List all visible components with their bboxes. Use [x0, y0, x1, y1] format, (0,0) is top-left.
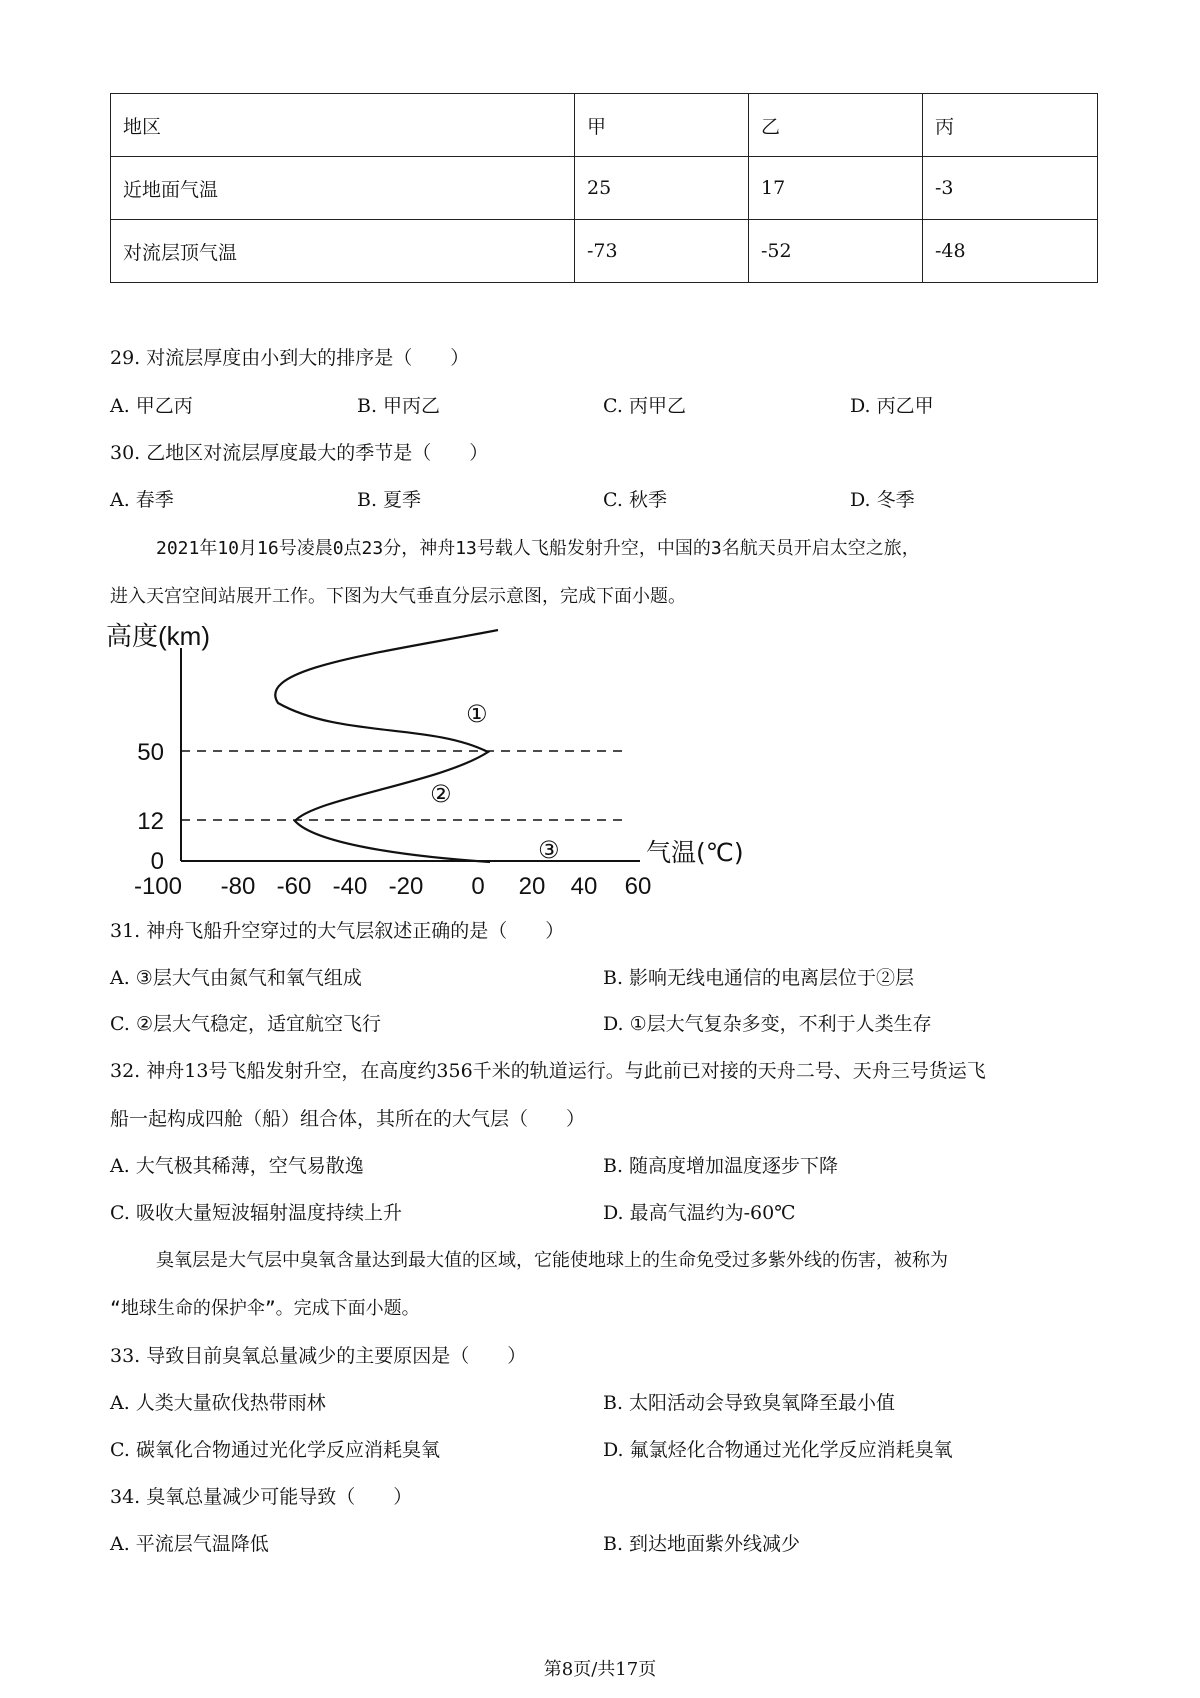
intro-paragraph-line: 2021年10月16号凌晨0点23分，神舟13号载人飞船发射升空，中国的3名航天员开启太空之旅，: [156, 538, 920, 559]
x-tick-label: -80: [220, 873, 256, 898]
layer-label-3: ③: [538, 836, 560, 864]
table-cell: -3: [923, 157, 1098, 220]
table-cell: -48: [923, 220, 1098, 283]
y-axis-label: 高度(km): [106, 621, 210, 651]
layer-label-2: ②: [430, 780, 452, 808]
question-30-option-c: C. 秋季: [603, 489, 667, 511]
question-34-option-b: B. 到达地面紫外线减少: [603, 1533, 801, 1555]
page-footer: 第8页/共17页: [543, 1659, 657, 1680]
table-cell: 对流层顶气温: [111, 220, 575, 283]
question-33-option-c: C. 碳氧化合物通过光化学反应消耗臭氧: [110, 1439, 440, 1461]
question-31-option-b: B. 影响无线电通信的电离层位于②层: [603, 967, 915, 989]
table-cell: 近地面气温: [111, 157, 575, 220]
question-29-option-c: C. 丙甲乙: [603, 395, 686, 417]
question-29-option-b: B. 甲丙乙: [357, 395, 441, 417]
table-header-row: [111, 94, 1098, 157]
atmosphere-layer-diagram: [100, 618, 780, 898]
y-tick-label: 0: [150, 848, 164, 875]
intro-paragraph-line: 进入天宫空间站展开工作。下图为大气垂直分层示意图，完成下面小题。: [110, 586, 686, 607]
intro-paragraph-line: “地球生命的保护伞”。完成下面小题。: [110, 1298, 420, 1319]
question-29-option-a: A. 甲乙丙: [110, 395, 193, 417]
layer-label-1: ①: [466, 700, 488, 728]
x-tick-label: 60: [624, 873, 652, 898]
table-row: [111, 157, 1098, 220]
table-header-cell: 丙: [923, 94, 1098, 157]
table-header-cell: 甲: [575, 94, 749, 157]
x-axis-label: 气温(℃): [646, 838, 744, 867]
x-tick-label: -20: [388, 873, 424, 898]
question-30-option-b: B. 夏季: [357, 489, 422, 511]
table-header-cell: 乙: [749, 94, 923, 157]
y-tick-label: 12: [137, 808, 164, 835]
x-tick-label: 0: [471, 873, 485, 898]
question-29-stem: 29. 对流层厚度由小到大的排序是（ ）: [110, 347, 470, 369]
question-32-option-c: C. 吸收大量短波辐射温度持续上升: [110, 1202, 402, 1224]
question-33-option-d: D. 氟氯烃化合物通过光化学反应消耗臭氧: [603, 1439, 953, 1461]
question-31-stem: 31. 神舟飞船升空穿过的大气层叙述正确的是（ ）: [110, 920, 565, 942]
y-tick-label: 50: [137, 739, 164, 766]
table-cell: -52: [749, 220, 923, 283]
question-34-option-a: A. 平流层气温降低: [110, 1533, 269, 1555]
intro-paragraph-line: 臭氧层是大气层中臭氧含量达到最大值的区域，它能使地球上的生命免受过多紫外线的伤害，被称为: [156, 1250, 948, 1271]
x-tick-label: 40: [570, 873, 598, 898]
table-cell: -73: [575, 220, 749, 283]
table-cell: 25: [575, 157, 749, 220]
question-31-option-a: A. ③层大气由氮气和氧气组成: [110, 967, 362, 989]
question-32-stem-line: 船一起构成四舱（船）组合体，其所在的大气层（ ）: [110, 1108, 586, 1130]
temperature-table: [110, 93, 1098, 283]
question-32-option-a: A. 大气极其稀薄，空气易散逸: [110, 1155, 364, 1177]
x-tick-label: -40: [332, 873, 368, 898]
question-31-option-d: D. ①层大气复杂多变，不利于人类生存: [603, 1013, 932, 1035]
table-row: [111, 220, 1098, 283]
question-33-option-b: B. 太阳活动会导致臭氧降至最小值: [603, 1392, 896, 1414]
question-30-option-d: D. 冬季: [850, 489, 915, 511]
question-32-option-b: B. 随高度增加温度逐步下降: [603, 1155, 839, 1177]
table-cell: 17: [749, 157, 923, 220]
table-header-cell: 地区: [111, 94, 575, 157]
question-32-option-d: D. 最高气温约为-60℃: [603, 1202, 796, 1224]
x-tick-label: -100: [133, 873, 183, 898]
question-33-option-a: A. 人类大量砍伐热带雨林: [110, 1392, 326, 1414]
question-29-option-d: D. 丙乙甲: [850, 395, 934, 417]
temperature-curve: [275, 630, 498, 862]
question-32-stem-line: 32. 神舟13号飞船发射升空，在高度约356千米的轨道运行。与此前已对接的天舟二号、天舟三号货运飞: [110, 1060, 986, 1082]
question-33-stem: 33. 导致目前臭氧总量减少的主要原因是（ ）: [110, 1345, 527, 1367]
question-34-stem: 34. 臭氧总量减少可能导致（ ）: [110, 1486, 413, 1508]
question-30-stem: 30. 乙地区对流层厚度最大的季节是（ ）: [110, 442, 489, 464]
question-31-option-c: C. ②层大气稳定，适宜航空飞行: [110, 1013, 381, 1035]
x-tick-label: -60: [276, 873, 312, 898]
x-tick-label: 20: [518, 873, 546, 898]
question-30-option-a: A. 春季: [110, 489, 174, 511]
